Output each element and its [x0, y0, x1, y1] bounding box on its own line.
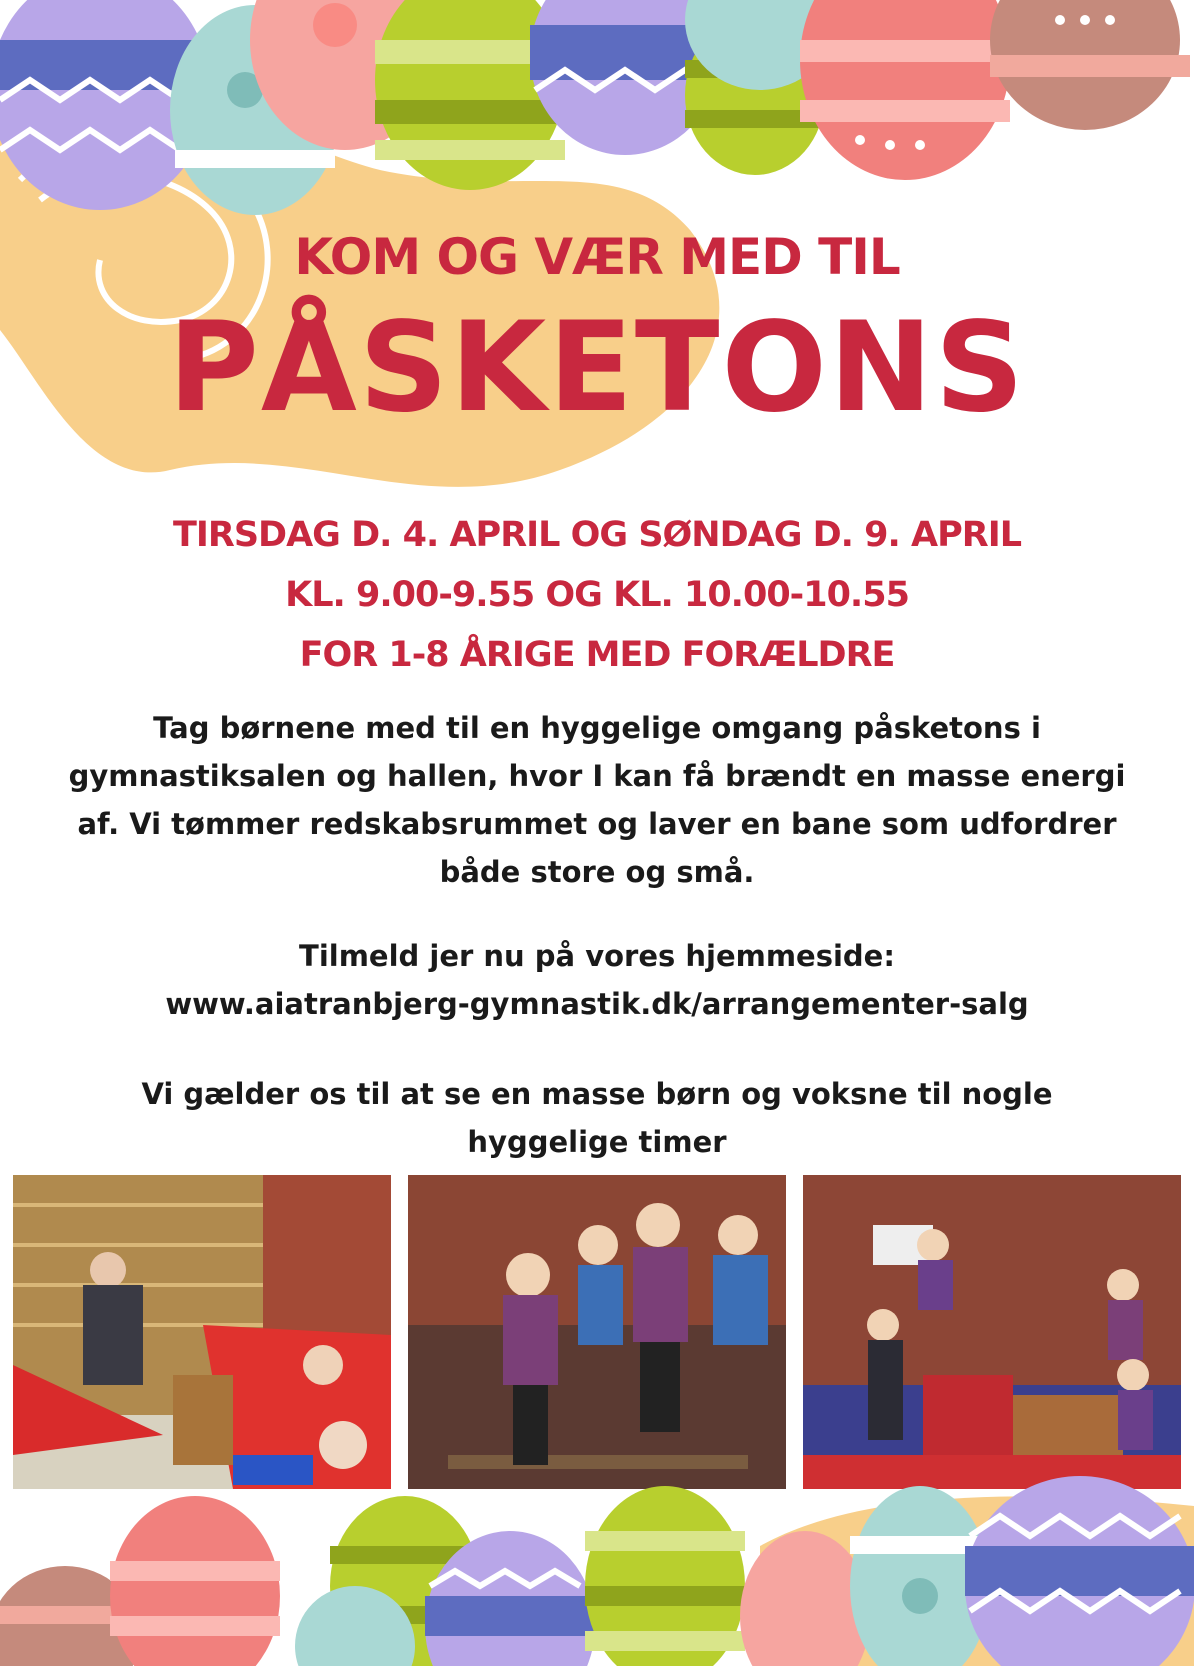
- event-dates: TIRSDAG D. 4. APRIL OG SØNDAG D. 9. APRIL: [172, 515, 1022, 555]
- kids-balance-beam-photo-icon: [408, 1175, 786, 1489]
- signup-label: Tilmeld jer nu på vores hjemmeside:: [299, 939, 895, 973]
- easter-eggs-bottom-decoration: [0, 1476, 1194, 1666]
- event-details: [0, 505, 1194, 685]
- event-audience: FOR 1-8 ÅRIGE MED FORÆLDRE: [299, 635, 895, 675]
- signup-link[interactable]: www.aiatranbjerg-gymnastik.dk/arrangementer-salg: [165, 987, 1029, 1021]
- page-title: PÅSKETONS: [167, 296, 1027, 440]
- gym-wall-bars-photo-icon: [13, 1175, 391, 1489]
- easter-eggs-top-decoration: [0, 0, 1194, 230]
- coral-egg-icon: [800, 0, 1010, 180]
- photo-strip: [13, 1175, 1181, 1489]
- kids-jumping-vault-photo-icon: [803, 1175, 1181, 1489]
- coral-egg-bottom-icon: [110, 1496, 280, 1666]
- gym-photo-2: [408, 1175, 786, 1489]
- gym-photo-1: [13, 1175, 391, 1489]
- heading-kicker: KOM OG VÆR MED TIL: [294, 228, 900, 286]
- event-times: KL. 9.00-9.55 OG KL. 10.00-10.55: [285, 575, 909, 615]
- description-paragraph: Tag børnene med til en hyggelige omgang påsketons i gymnastiksalen og hallen, hvor I kan få brændt en masse energi af. Vi tømmer redskabsrummet og laver en bane som udfordrer både store og små.: [68, 711, 1126, 889]
- signup-block: [60, 932, 1134, 1028]
- green-egg-bottom-center-icon: [585, 1486, 745, 1666]
- gym-photo-3: [803, 1175, 1181, 1489]
- brown-egg-icon: [990, 0, 1190, 130]
- closing-paragraph: Vi gælder os til at se en masse børn og voksne til nogle hyggelige timer: [141, 1077, 1053, 1159]
